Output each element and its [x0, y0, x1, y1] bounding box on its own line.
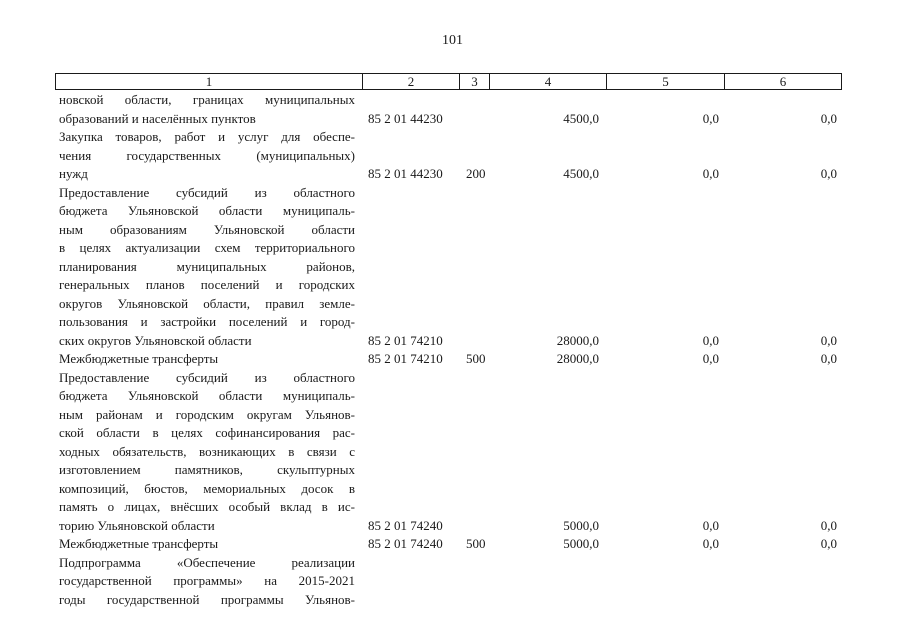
description-line: Межбюджетные трансферты — [59, 536, 219, 551]
row-value-col6: 0,0 — [820, 517, 837, 533]
description-line: генеральных планов поселений и городских — [59, 277, 355, 292]
row-value-col6: 0,0 — [820, 536, 837, 551]
table-row — [59, 350, 849, 369]
row-value-col4: 28000,0 — [556, 332, 599, 348]
row-description — [59, 535, 355, 554]
row-value-col4: 4500,0 — [563, 110, 599, 126]
description-line: нужд — [59, 166, 88, 181]
row-value-col5: 0,0 — [702, 536, 719, 551]
row-code-cell: 85 2 01 74210 — [368, 332, 443, 348]
description-line: торию Ульяновской области — [59, 517, 215, 533]
column-header-3: 3 — [460, 74, 490, 90]
description-line: округов Ульяновской области, правил земле- — [59, 295, 355, 311]
row-description — [59, 128, 355, 184]
description-line: память о лицах, внёсших особый вклад в ис- — [59, 499, 355, 514]
description-line: Подпрограмма «Обеспечение реализации — [59, 554, 355, 570]
column-header-4: 4 — [490, 74, 607, 90]
row-description — [59, 91, 355, 128]
description-line: Предоставление субсидий из областного — [59, 184, 355, 200]
column-header-5: 5 — [607, 74, 725, 90]
row-value-col6: 0,0 — [820, 332, 837, 348]
row-value-col4: 28000,0 — [556, 351, 599, 366]
row-type-cell: 500 — [466, 536, 486, 551]
description-line: Закупка товаров, работ и услуг для обеспе- — [59, 129, 355, 144]
description-line: чения государственных (муниципальных) — [59, 147, 355, 163]
row-type-cell: 200 — [466, 166, 486, 181]
row-value-col4: 5000,0 — [563, 536, 599, 551]
row-code-cell: 85 2 01 44230 — [368, 110, 443, 126]
column-header-table — [55, 73, 842, 90]
budget-table-body — [59, 91, 849, 609]
column-header-1: 1 — [56, 74, 363, 90]
table-row — [59, 128, 849, 184]
row-description — [59, 184, 355, 351]
column-header-row — [56, 74, 842, 90]
description-line: бюджета Ульяновской области муниципаль- — [59, 203, 355, 218]
table-row — [59, 535, 849, 554]
description-line: Предоставление субсидий из областного — [59, 369, 355, 385]
row-value-col5: 0,0 — [702, 517, 719, 533]
description-line: изготовлением памятников, скульптурных — [59, 462, 355, 477]
row-value-col5: 0,0 — [702, 110, 719, 126]
description-line: Межбюджетные трансферты — [59, 351, 219, 366]
row-code-cell: 85 2 01 74210 — [368, 351, 443, 366]
row-code-cell: 85 2 01 74240 — [368, 536, 443, 551]
row-type-cell: 500 — [466, 351, 486, 366]
description-line: ным образованиям Ульяновской области — [59, 221, 355, 237]
description-line: новской области, границах муниципальных — [59, 92, 355, 107]
page-number: 101 — [442, 33, 463, 48]
table-row — [59, 554, 849, 610]
row-description — [59, 369, 355, 536]
column-header-2: 2 — [363, 74, 460, 90]
description-line: композиций, бюстов, мемориальных досок в — [59, 480, 355, 496]
row-value-col6: 0,0 — [820, 166, 837, 181]
row-value-col5: 0,0 — [702, 351, 719, 366]
description-line: бюджета Ульяновской области муниципаль- — [59, 388, 355, 403]
description-line: государственной программы» на 2015-2021 — [59, 573, 355, 588]
description-line: планирования муниципальных районов, — [59, 258, 355, 274]
table-row — [59, 91, 849, 128]
row-code-cell: 85 2 01 74240 — [368, 517, 443, 533]
row-value-col6: 0,0 — [820, 110, 837, 126]
description-line: пользования и застройки поселений и город- — [59, 314, 355, 329]
description-line: годы государственной программы Ульянов- — [59, 591, 355, 607]
row-value-col6: 0,0 — [820, 351, 837, 366]
row-description — [59, 554, 355, 610]
description-line: в целях актуализации схем территориального — [59, 240, 355, 255]
row-description — [59, 350, 355, 369]
row-value-col4: 5000,0 — [563, 517, 599, 533]
row-value-col5: 0,0 — [702, 166, 719, 181]
table-row — [59, 369, 849, 536]
description-line: ходных обязательств, возникающих в связи с — [59, 443, 355, 459]
description-line: ным районам и городским округам Ульянов- — [59, 406, 355, 422]
row-value-col5: 0,0 — [702, 332, 719, 348]
description-line: ских округов Ульяновской области — [59, 332, 252, 348]
table-row — [59, 184, 849, 351]
description-line: ской области в целях софинансирования рас- — [59, 425, 355, 440]
column-header-6: 6 — [725, 74, 842, 90]
row-value-col4: 4500,0 — [563, 166, 599, 181]
description-line: образований и населённых пунктов — [59, 110, 256, 126]
row-code-cell: 85 2 01 44230 — [368, 166, 443, 181]
